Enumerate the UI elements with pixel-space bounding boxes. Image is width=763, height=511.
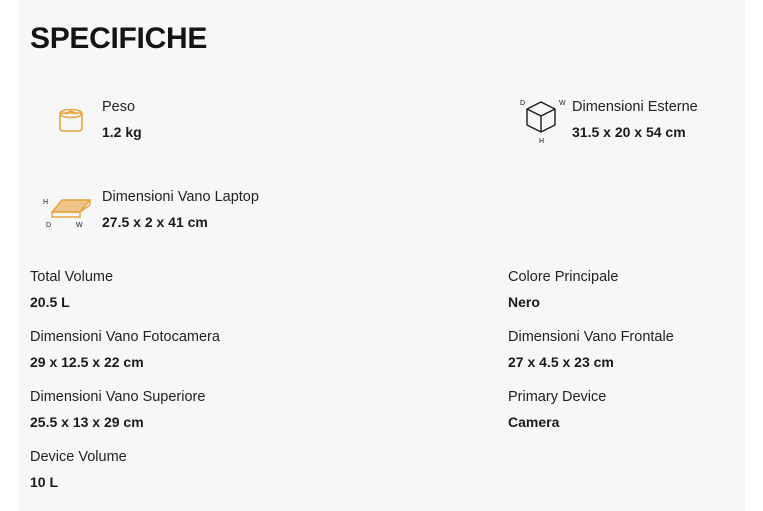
spec-item-laptop-dimensions xyxy=(40,178,400,240)
page-title: SPECIFICHE xyxy=(30,22,208,55)
svg-text:H: H xyxy=(539,138,545,145)
spec-label: Colore Principale xyxy=(508,269,619,285)
page-left-margin xyxy=(0,0,18,511)
spec-label: Dimensioni Vano Frontale xyxy=(508,329,674,345)
weight-cylinder-icon xyxy=(40,88,102,150)
spec-item-top-compartment xyxy=(30,388,330,431)
spec-value: Nero xyxy=(508,293,540,310)
spec-value: 31.5 x 20 x 54 cm xyxy=(572,123,686,140)
spec-value: 29 x 12.5 x 22 cm xyxy=(30,353,144,370)
svg-text:W: W xyxy=(559,100,566,107)
spec-item-weight xyxy=(40,88,370,150)
spec-value: 10 L xyxy=(30,473,59,490)
spec-item-front-compartment xyxy=(508,328,763,371)
spec-item-total-volume xyxy=(30,268,330,311)
svg-text:W: W xyxy=(76,222,83,229)
spec-item-device-volume xyxy=(30,448,330,491)
svg-text:D: D xyxy=(520,100,526,107)
laptop-compartment-icon xyxy=(40,178,102,240)
svg-text:D: D xyxy=(46,222,52,229)
spec-label: Device Volume xyxy=(30,449,127,465)
spec-item-exterior-dimensions xyxy=(510,88,763,150)
specifications-content xyxy=(18,0,745,511)
spec-label: Dimensioni Vano Fotocamera xyxy=(30,329,220,345)
spec-text-laptop-dimensions xyxy=(102,178,259,231)
spec-label: Dimensioni Vano Superiore xyxy=(30,389,206,405)
spec-text-weight xyxy=(102,88,142,141)
spec-label: Total Volume xyxy=(30,269,114,285)
spec-value: Camera xyxy=(508,413,560,430)
spec-value: 1.2 kg xyxy=(102,123,142,140)
spec-value: 27 x 4.5 x 23 cm xyxy=(508,353,614,370)
spec-text-exterior-dimensions xyxy=(572,88,698,141)
spec-item-camera-compartment xyxy=(30,328,330,371)
spec-item-main-color xyxy=(508,268,763,311)
spec-value: 27.5 x 2 x 41 cm xyxy=(102,213,208,230)
spec-label: Peso xyxy=(102,99,136,115)
spec-label: Dimensioni Vano Laptop xyxy=(102,189,259,205)
page-right-margin xyxy=(745,0,763,511)
spec-label: Primary Device xyxy=(508,389,607,405)
spec-value: 25.5 x 13 x 29 cm xyxy=(30,413,144,430)
svg-text:H: H xyxy=(43,199,49,206)
spec-value: 20.5 L xyxy=(30,293,70,310)
box-dimensions-icon xyxy=(510,88,572,150)
spec-item-primary-device xyxy=(508,388,763,431)
spec-label: Dimensioni Esterne xyxy=(572,99,698,115)
